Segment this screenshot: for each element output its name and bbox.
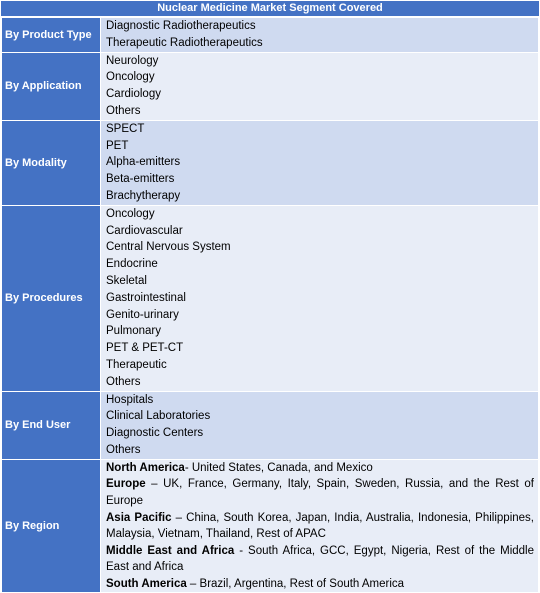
segment-item: Diagnostic Centers xyxy=(106,427,204,440)
segment-item: Beta-emitters xyxy=(106,173,175,186)
segment-item: Others xyxy=(106,104,141,117)
segment-label: By Product Type xyxy=(2,18,101,53)
region-name: North America xyxy=(106,461,185,474)
segment-item: Brachytherapy xyxy=(106,189,181,202)
region-countries: – UK, France, Germany, Italy, Spain, Sweden, Russia, and the Rest of Europe xyxy=(106,478,534,507)
segment-item: Oncology xyxy=(106,71,155,84)
segment-item: Cardiovascular xyxy=(106,224,183,237)
segment-row-modality xyxy=(2,120,539,205)
segment-item: Therapeutic Radiotherapeutics xyxy=(106,36,263,49)
region-entry xyxy=(106,510,534,543)
segment-item: PET xyxy=(106,139,129,152)
segment-label: By Application xyxy=(2,52,101,120)
region-name: South America xyxy=(106,577,187,590)
segment-values xyxy=(101,391,539,459)
segment-values xyxy=(101,120,539,205)
region-name: Asia Pacific xyxy=(106,511,172,524)
segment-item: Genito-urinary xyxy=(106,308,179,321)
segment-item: Therapeutic xyxy=(106,358,167,371)
segment-row-procedures xyxy=(2,205,539,391)
region-countries: - South Africa, GCC, Egypt, Nigeria, Rest of the Middle East and Africa xyxy=(106,544,534,574)
segment-item: Alpha-emitters xyxy=(106,156,181,169)
segment-row-end-user xyxy=(2,391,539,459)
region-entry xyxy=(106,543,534,576)
segment-item: Clinical Laboratories xyxy=(106,410,211,423)
segment-label: By End User xyxy=(2,391,101,459)
segment-values xyxy=(101,205,539,391)
segment-item: Diagnostic Radiotherapeutics xyxy=(106,20,256,32)
segment-item: Cardiology xyxy=(106,88,161,101)
segment-label: By Region xyxy=(2,459,101,593)
segment-item: Pulmonary xyxy=(106,325,161,338)
segment-item: Skeletal xyxy=(106,274,147,287)
segment-row-application xyxy=(2,52,539,120)
segment-item: Endocrine xyxy=(106,258,158,271)
region-name: Europe xyxy=(106,478,146,491)
segment-item: Gastrointestinal xyxy=(106,291,186,304)
segment-values xyxy=(101,52,539,120)
segment-item: Hospitals xyxy=(106,393,154,406)
region-entry xyxy=(106,576,534,593)
segment-item: Others xyxy=(106,375,141,388)
region-name: Middle East and Africa xyxy=(106,544,235,557)
region-countries: - United States, Canada, and Mexico xyxy=(184,461,373,474)
segment-row-product-type xyxy=(2,18,539,53)
segment-item: SPECT xyxy=(106,122,145,135)
segment-label: By Procedures xyxy=(2,205,101,391)
segment-item: Neurology xyxy=(106,54,159,67)
segment-row-region xyxy=(2,459,539,593)
segment-item: Central Nervous System xyxy=(106,241,231,254)
segment-table-body xyxy=(2,18,539,593)
region-countries: – Brazil, Argentina, Rest of South America xyxy=(186,577,405,590)
segment-item: Oncology xyxy=(106,207,155,220)
region-entry xyxy=(106,460,534,477)
region-countries: – China, South Korea, Japan, India, Australia, Indonesia, Philippines, Malaysia, Vietnam, Thailand, Rest of APAC xyxy=(106,511,534,541)
segment-values xyxy=(101,459,539,593)
segment-table xyxy=(1,17,539,593)
segment-label: By Modality xyxy=(2,120,101,205)
region-entry xyxy=(106,476,534,509)
table-title: Nuclear Medicine Market Segment Covered xyxy=(1,1,539,17)
segment-values xyxy=(101,18,539,53)
segment-item: Others xyxy=(106,443,141,456)
segment-item: PET & PET-CT xyxy=(106,342,184,355)
